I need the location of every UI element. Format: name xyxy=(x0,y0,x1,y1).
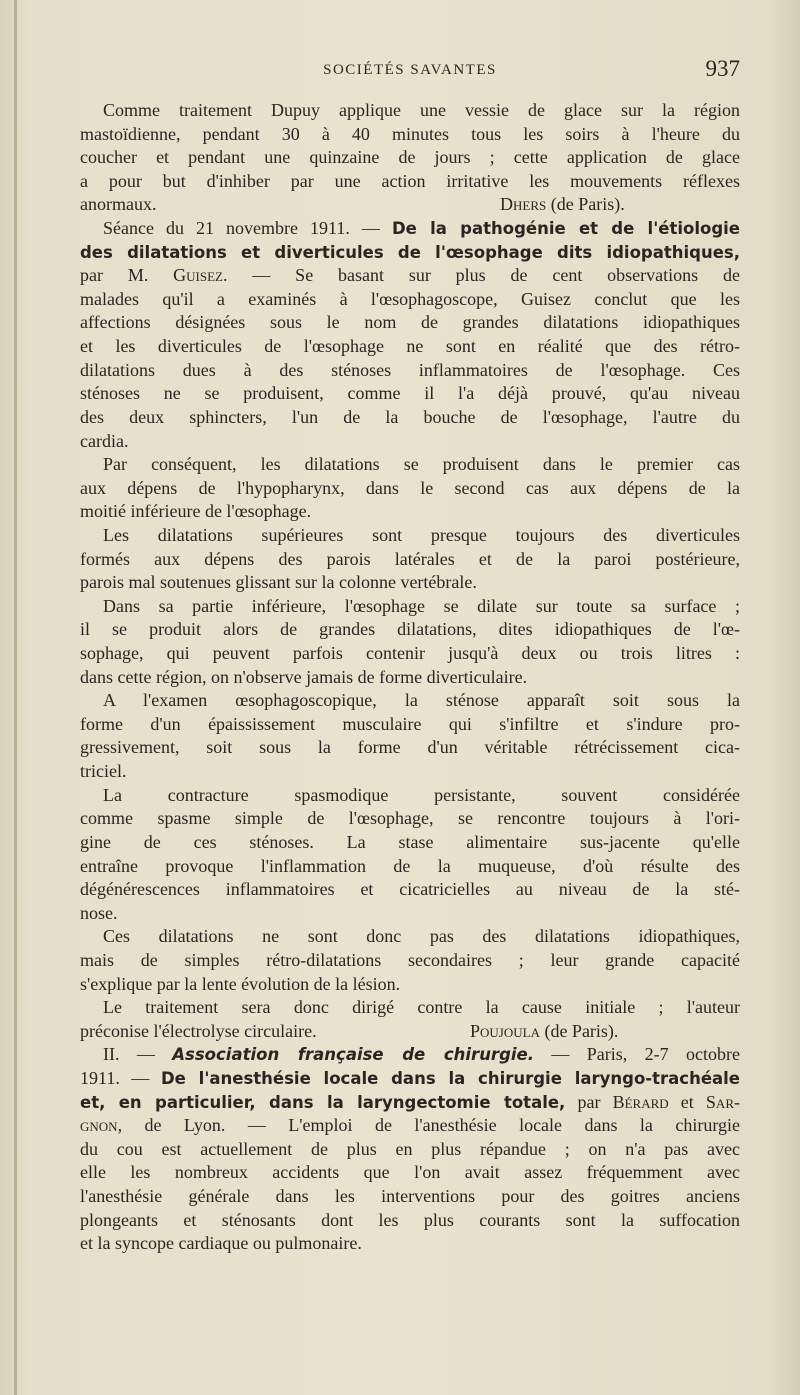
author-name: Dhers xyxy=(500,194,547,215)
text-line: cardia. xyxy=(80,430,129,451)
text-line: forme d'un épaississement musculaire qui s'infiltre et s'indure pro- xyxy=(80,713,740,734)
text-line: il se produit alors de grandes dilatations, dites idiopathiques de l'œ- xyxy=(80,619,740,640)
text-line: a pour but d'inhiber par une action irritative les mouvements réflexes xyxy=(80,170,740,191)
body-text xyxy=(80,99,740,1256)
article-title: De la pathogénie et de l'étiologie xyxy=(391,219,740,239)
article-title: De l'anesthésie locale dans la chirurgie laryngo-trachéale xyxy=(160,1068,740,1088)
text-line: par M. Guisez. — Se basant sur plus de cent observations de xyxy=(80,265,740,286)
text-line: moitié inférieure de l'œsophage. xyxy=(80,501,312,522)
text-line: et la syncope cardiaque ou pulmonaire. xyxy=(80,1233,362,1254)
running-head-title: SOCIÉTÉS SAVANTES xyxy=(323,62,497,78)
article-title: et, en particulier, dans la laryngectomie totale, xyxy=(80,1092,566,1112)
text-line: mais de simples rétro-dilatations secondaires ; leur grande capacité xyxy=(80,949,740,970)
author-name: gnon xyxy=(80,1115,118,1136)
text-line: coucher et pendant une quinzaine de jours ; cette application de glace xyxy=(80,147,740,168)
text-line: aux dépens de l'hypopharynx, dans le second cas aux dépens de la xyxy=(80,477,740,498)
author-name: Sar- xyxy=(705,1091,740,1112)
text-line: nose. xyxy=(80,902,118,923)
text-line: parois mal soutenues glissant sur la colonne vertébrale. xyxy=(80,572,477,593)
text-line: et, en particulier, dans la laryngectomie totale, par Bérard et Sar- xyxy=(80,1091,740,1112)
text-line: formés aux dépens des parois latérales et de la paroi postérieure, xyxy=(80,548,740,569)
text-line: dans cette région, on n'observe jamais de forme diverticulaire. xyxy=(80,666,528,687)
text-line: Les dilatations supérieures sont presque toujours des diverticules xyxy=(103,524,740,545)
text-line: Séance du 21 novembre 1911. — De la pathogénie et de l'étiologie xyxy=(103,218,740,239)
text-line: triciel. xyxy=(80,761,127,782)
text-line: et les diverticules de l'œsophage ne sont en réalité que des rétro- xyxy=(80,336,740,357)
author-name: Poujoula xyxy=(470,1020,540,1041)
text-line: anormaux. Dhers (de Paris). xyxy=(80,194,625,215)
text-line: préconise l'électrolyse circulaire. Poujoula (de Paris). xyxy=(80,1020,619,1041)
text-line: du cou est actuellement de plus en plus répandue ; on n'a pas avec xyxy=(80,1138,740,1159)
text-line: La contracture spasmodique persistante, souvent considérée xyxy=(103,784,740,805)
text-line: des deux sphincters, l'un de la bouche de l'œsophage, l'autre du xyxy=(80,406,740,427)
text-line: affections désignées sous le nom de grandes dilatations idiopathiques xyxy=(80,312,740,333)
text-line: mastoïdienne, pendant 30 à 40 minutes tous les soirs à l'heure du xyxy=(80,123,740,144)
text-line: sophage, qui peuvent parfois contenir jusqu'à deux ou trois litres : xyxy=(80,643,740,664)
text-line: II. — Association française de chirurgie. — Paris, 2-7 octobre xyxy=(103,1044,740,1065)
text-line: plongeants et sténosants dont les plus courants sont la suffocation xyxy=(80,1209,740,1230)
text-line: dégénérescences inflammatoires et cicatricielles au niveau de la sté- xyxy=(80,879,740,900)
text-line: Comme traitement Dupuy applique une vessie de glace sur la région xyxy=(103,100,740,120)
text-line: comme spasme simple de l'œsophage, se rencontre toujours à l'ori- xyxy=(80,808,740,829)
text-line: l'anesthésie générale dans les interventions pour des goitres anciens xyxy=(80,1186,740,1207)
text-line: Ces dilatations ne sont donc pas des dilatations idiopathiques, xyxy=(103,926,740,947)
text-line: entraîne provoque l'inflammation de la muqueuse, d'où résulte des xyxy=(80,855,740,876)
text-line: Par conséquent, les dilatations se produisent dans le premier cas xyxy=(103,454,740,475)
text-line: elle les nombreux accidents que l'on avait assez fréquemment avec xyxy=(80,1162,740,1183)
running-head xyxy=(80,58,740,88)
text-line: s'explique par la lente évolution de la lésion. xyxy=(80,973,401,994)
text-line: gine de ces sténoses. La stase alimentaire sus-jacente qu'elle xyxy=(80,831,740,852)
page-number: 937 xyxy=(705,56,740,81)
article-title: des dilatations et diverticules de l'œsophage dits idiopathiques, xyxy=(80,242,740,262)
author-name: Guisez xyxy=(173,265,223,286)
text-line: Le traitement sera donc dirigé contre la cause initiale ; l'auteur xyxy=(103,997,740,1018)
text-line: gressivement, soit sous la forme d'un véritable rétrécissement cica- xyxy=(80,737,740,758)
binding-edge xyxy=(14,0,17,1395)
author-name: Bérard xyxy=(612,1091,669,1112)
text-line: gnon, de Lyon. — L'emploi de l'anesthésie locale dans la chirurgie xyxy=(80,1115,740,1136)
text-line: malades qu'il a examinés à l'œsophagoscope, Guisez conclut que les xyxy=(80,288,740,309)
text-line xyxy=(80,241,740,265)
text-line: sténoses ne se produisent, comme il l'a déjà prouvé, qu'au niveau xyxy=(80,383,740,404)
text-line: 1911. — De l'anesthésie locale dans la chirurgie laryngo-trachéale xyxy=(80,1067,740,1088)
society-name: Association française de chirurgie. xyxy=(172,1045,534,1065)
text-line: A l'examen œsophagoscopique, la sténose apparaît soit sous la xyxy=(103,690,740,711)
text-line: Dans sa partie inférieure, l'œsophage se dilate sur toute sa surface ; xyxy=(103,595,740,616)
text-line: dilatations dues à des sténoses inflammatoires de l'œsophage. Ces xyxy=(80,359,740,380)
